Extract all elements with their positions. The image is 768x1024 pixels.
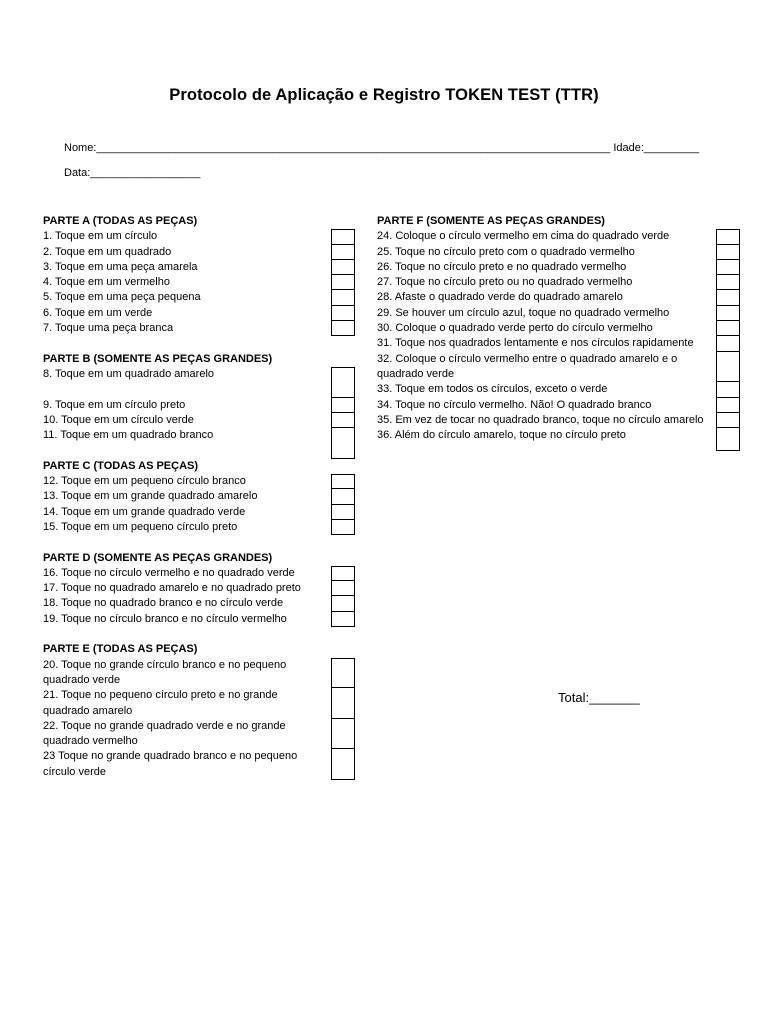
score-box[interactable] — [716, 413, 740, 428]
item-text: 29. Se houver um círculo azul, toque no quadrado vermelho — [377, 306, 670, 319]
list-item — [377, 290, 740, 305]
part-e-list — [43, 658, 355, 780]
score-box[interactable] — [331, 367, 355, 398]
item-text: 3. Toque em uma peça amarela — [43, 260, 198, 273]
item-text: 28. Afaste o quadrado verde do quadrado amarelo — [377, 291, 623, 304]
score-box[interactable] — [716, 290, 740, 305]
score-box[interactable] — [331, 321, 355, 336]
list-item — [43, 321, 355, 336]
list-item — [43, 749, 355, 780]
item-text: 5. Toque em uma peça pequena — [43, 291, 201, 304]
item-text: 23 Toque no grande quadrado branco e no pequeno círculo verde — [43, 750, 298, 778]
part-d-heading: PARTE D (SOMENTE AS PEÇAS GRANDES) — [43, 551, 273, 564]
score-box[interactable] — [716, 260, 740, 275]
list-item — [43, 581, 355, 596]
score-box[interactable] — [716, 245, 740, 260]
item-text: 7. Toque uma peça branca — [43, 322, 174, 335]
document-title: Protocolo de Aplicação e Registro TOKEN TEST (TTR) — [169, 86, 599, 104]
score-box[interactable] — [716, 275, 740, 290]
list-item — [377, 382, 740, 397]
item-text: 31. Toque nos quadrados lentamente e nos círculos rapidamente — [377, 337, 694, 350]
score-box[interactable] — [716, 336, 740, 351]
item-text: 17. Toque no quadrado amarelo e no quadrado preto — [43, 582, 301, 595]
right-column — [377, 214, 740, 451]
item-text: 20. Toque no grande círculo branco e no pequeno quadrado verde — [43, 658, 287, 686]
list-item — [43, 413, 355, 428]
part-a-heading: PARTE A (TODAS AS PEÇAS) — [43, 215, 198, 227]
item-text: 14. Toque em um grande quadrado verde — [43, 505, 246, 518]
score-box[interactable] — [331, 260, 355, 275]
item-text: 6. Toque em um verde — [43, 306, 153, 319]
score-box[interactable] — [716, 229, 740, 244]
item-text: 12. Toque em um pequeno círculo branco — [43, 475, 246, 488]
score-box[interactable] — [331, 428, 355, 459]
list-item — [43, 719, 355, 750]
list-item — [377, 428, 740, 451]
item-text: 19. Toque no círculo branco e no círculo vermelho — [43, 612, 287, 625]
list-item — [377, 275, 740, 290]
list-item — [377, 245, 740, 260]
list-item — [43, 260, 355, 275]
list-item — [43, 428, 355, 459]
part-f-heading: PARTE F (SOMENTE AS PEÇAS GRANDES) — [377, 215, 605, 227]
score-box[interactable] — [331, 520, 355, 535]
item-text: 8. Toque em um quadrado amarelo — [43, 367, 215, 380]
score-box[interactable] — [331, 413, 355, 428]
item-text: 32. Coloque o círculo vermelho entre o quadrado amarelo e o quadrado verde — [377, 352, 678, 380]
item-text: 10. Toque em um círculo verde — [43, 413, 194, 426]
item-text: 24. Coloque o círculo vermelho em cima do quadrado verde — [377, 230, 670, 243]
list-item — [43, 489, 355, 504]
part-b-heading: PARTE B (SOMENTE AS PEÇAS GRANDES) — [43, 352, 273, 365]
list-item — [43, 290, 355, 305]
score-box[interactable] — [331, 290, 355, 305]
score-box[interactable] — [331, 688, 355, 719]
item-text: 2. Toque em um quadrado — [43, 245, 172, 258]
list-item — [377, 336, 740, 351]
list-item — [43, 688, 355, 719]
list-item — [43, 505, 355, 520]
list-item — [377, 260, 740, 275]
item-text: 25. Toque no círculo preto com o quadrado vermelho — [377, 245, 635, 258]
item-text: 21. Toque no pequeno círculo preto e no grande quadrado amarelo — [43, 689, 278, 717]
item-text: 27. Toque no círculo preto ou no quadrado vermelho — [377, 276, 633, 289]
score-box[interactable] — [716, 306, 740, 321]
list-item — [43, 398, 355, 413]
score-box[interactable] — [331, 505, 355, 520]
list-item — [43, 229, 355, 244]
item-text: 13. Toque em um grande quadrado amarelo — [43, 490, 258, 503]
list-item — [43, 245, 355, 260]
item-text: 36. Além do círculo amarelo, toque no círculo preto — [377, 429, 626, 442]
item-text: 16. Toque no círculo vermelho e no quadrado verde — [43, 566, 295, 579]
score-box[interactable] — [331, 474, 355, 489]
part-c-heading: PARTE C (TODAS AS PEÇAS) — [43, 459, 199, 472]
list-item — [377, 413, 740, 428]
list-item — [377, 398, 740, 413]
item-text: 34. Toque no círculo vermelho. Não! O quadrado branco — [377, 398, 652, 411]
item-text: 1. Toque em um círculo — [43, 230, 158, 243]
score-box[interactable] — [716, 382, 740, 397]
data-field[interactable]: Data:__________________ — [64, 167, 201, 179]
part-a-list — [43, 229, 355, 336]
nome-idade-field[interactable]: Nome:____________________________________________________________________________________ Idade:_________ — [64, 142, 699, 154]
score-box[interactable] — [331, 489, 355, 504]
list-item — [43, 596, 355, 611]
score-box[interactable] — [331, 566, 355, 581]
list-item — [43, 520, 355, 535]
score-box[interactable] — [331, 719, 355, 750]
left-column — [43, 214, 355, 780]
list-item — [43, 566, 355, 581]
score-box[interactable] — [331, 306, 355, 321]
item-text: 15. Toque em um pequeno círculo preto — [43, 520, 238, 533]
score-box[interactable] — [716, 398, 740, 413]
list-item — [43, 658, 355, 689]
list-item — [377, 306, 740, 321]
list-item — [377, 352, 740, 383]
part-c-list — [43, 474, 355, 535]
list-item — [377, 229, 740, 244]
item-text: 18. Toque no quadrado branco e no círculo verde — [43, 597, 284, 610]
item-text: 4. Toque em um vermelho — [43, 276, 170, 289]
item-text: 22. Toque no grande quadrado verde e no grande quadrado vermelho — [43, 719, 286, 748]
part-f-list — [377, 229, 740, 451]
score-box[interactable] — [716, 321, 740, 336]
score-box[interactable] — [331, 749, 355, 780]
item-text: 35. Em vez de tocar no quadrado branco, toque no círculo amarelo — [377, 413, 704, 426]
score-box[interactable] — [331, 596, 355, 611]
item-text: 30. Coloque o quadrado verde perto do círculo vermelho — [377, 322, 653, 335]
score-box[interactable] — [331, 229, 355, 244]
score-box[interactable] — [716, 428, 740, 451]
score-box[interactable] — [331, 581, 355, 596]
score-box[interactable] — [331, 658, 355, 689]
score-box[interactable] — [331, 612, 355, 627]
list-item — [43, 474, 355, 489]
score-box[interactable] — [331, 398, 355, 413]
list-item — [377, 321, 740, 336]
part-e-heading: PARTE E (TODAS AS PEÇAS) — [43, 643, 198, 656]
total-field[interactable]: Total:_______ — [558, 690, 640, 705]
item-text: 33. Toque em todos os círculos, exceto o verde — [377, 383, 608, 396]
score-box[interactable] — [331, 275, 355, 290]
item-text: 11. Toque em um quadrado branco — [43, 429, 214, 442]
score-box[interactable] — [331, 245, 355, 260]
list-item — [43, 306, 355, 321]
list-item — [43, 367, 355, 398]
list-item — [43, 275, 355, 290]
item-text: 26. Toque no círculo preto e no quadrado vermelho — [377, 260, 627, 273]
score-box[interactable] — [716, 352, 740, 383]
part-d-list — [43, 566, 355, 627]
item-text: 9. Toque em um círculo preto — [43, 398, 186, 411]
list-item — [43, 612, 355, 627]
part-b-list — [43, 367, 355, 459]
